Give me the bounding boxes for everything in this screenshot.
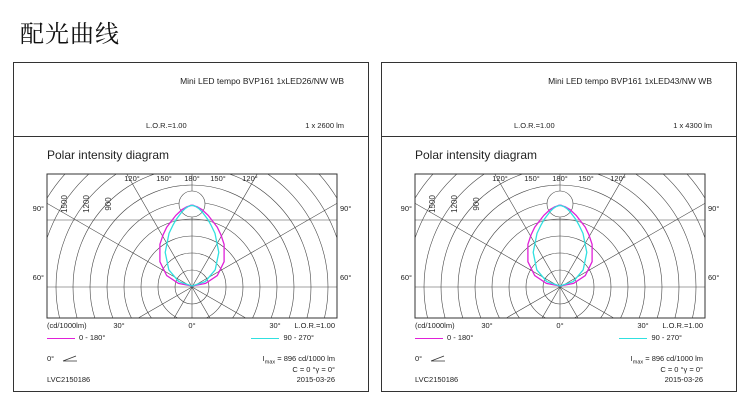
imax-value: $I_{max} = 896$ cd/1000 lm xyxy=(262,354,335,366)
orientation-symbol xyxy=(415,354,446,363)
orientation-symbol xyxy=(47,354,78,363)
hub-circle xyxy=(547,191,573,217)
angle-label-side: 60° xyxy=(32,273,44,282)
luminous-flux: 1 x 2600 lm xyxy=(305,121,344,130)
product-name: Mini LED tempo BVP161 1xLED43/NW WB xyxy=(548,76,712,86)
unit-label: (cd/1000lm) xyxy=(47,321,87,330)
legend-label: 90 - 270° xyxy=(283,333,314,342)
document-code: LVC2150186 xyxy=(415,375,459,384)
angle-label-top: 150° xyxy=(156,174,172,183)
lor-value: L.O.R.=1.00 xyxy=(514,121,555,130)
radial-tick-label: 1500 xyxy=(428,195,437,213)
polar-grid xyxy=(382,63,738,393)
angle-label-side: 60° xyxy=(400,273,412,282)
c-gamma-value: C = 0 °γ = 0° xyxy=(292,365,335,374)
legend-label: 90 - 270° xyxy=(651,333,682,342)
luminaire-icon xyxy=(430,355,446,363)
diagram-title: Polar intensity diagram xyxy=(47,148,170,162)
legend-label: 0 - 180° xyxy=(447,333,474,342)
radial-tick-label: 1200 xyxy=(450,195,459,213)
angle-label-bottom: 30° xyxy=(269,321,281,330)
unit-label: (cd/1000lm) xyxy=(415,321,455,330)
diagram-title: Polar intensity diagram xyxy=(415,148,538,162)
angle-label-side: 60° xyxy=(340,273,352,282)
angle-label-top: 120° xyxy=(492,174,508,183)
angle-label-top: 120° xyxy=(124,174,140,183)
grid-radial-line xyxy=(192,87,370,287)
grid-radial-line xyxy=(560,87,738,287)
angle-label-side: 90° xyxy=(708,204,720,213)
angle-label-top: 150° xyxy=(524,174,540,183)
imax-text: = 896 cd/1000 lm xyxy=(645,354,703,363)
angle-label-top: 180° xyxy=(552,174,568,183)
legend-swatch-0-180 xyxy=(415,338,443,339)
document-date: 2015-03-26 xyxy=(664,375,703,384)
photometric-panel-2 xyxy=(381,62,737,392)
angle-label-bottom: 0° xyxy=(556,321,564,330)
legend-swatch-90-270 xyxy=(619,338,647,339)
grid-radial-line xyxy=(14,87,192,287)
legend-item-90-270 xyxy=(619,333,682,342)
orientation-label: 0° xyxy=(415,354,423,363)
angle-label-top: 120° xyxy=(610,174,626,183)
photometric-panel-1 xyxy=(13,62,369,392)
page-title: 配光曲线 xyxy=(20,20,120,48)
lor-bottom: L.O.R.=1.00 xyxy=(662,321,703,330)
angle-label-side: 90° xyxy=(32,204,44,213)
lor-bottom: L.O.R.=1.00 xyxy=(294,321,335,330)
hub-circle xyxy=(179,191,205,217)
legend-item-0-180 xyxy=(47,333,105,342)
angle-label-side: 60° xyxy=(708,273,720,282)
product-name: Mini LED tempo BVP161 1xLED26/NW WB xyxy=(180,76,344,86)
radial-tick-label: 1200 xyxy=(82,195,91,213)
angle-label-top: 150° xyxy=(578,174,594,183)
imax-value: $I_{max} = 896$ cd/1000 lm xyxy=(630,354,703,366)
angle-label-bottom: 0° xyxy=(188,321,196,330)
grid-radial-line xyxy=(382,87,560,287)
angle-label-top: 120° xyxy=(242,174,258,183)
legend-swatch-90-270 xyxy=(251,338,279,339)
legend-label: 0 - 180° xyxy=(79,333,106,342)
imax-text: = 896 cd/1000 lm xyxy=(277,354,335,363)
radial-tick-label: 900 xyxy=(104,197,113,211)
angle-label-bottom: 30° xyxy=(113,321,125,330)
luminaire-icon xyxy=(62,355,78,363)
luminous-flux: 1 x 4300 lm xyxy=(673,121,712,130)
radial-tick-label: 900 xyxy=(472,197,481,211)
orientation-label: 0° xyxy=(47,354,55,363)
angle-label-bottom: 30° xyxy=(637,321,649,330)
lor-value: L.O.R.=1.00 xyxy=(146,121,187,130)
angle-label-bottom: 30° xyxy=(481,321,493,330)
legend-item-0-180 xyxy=(415,333,473,342)
polar-chart xyxy=(382,63,738,393)
polar-grid xyxy=(14,63,370,393)
legend-item-90-270 xyxy=(251,333,314,342)
document-date: 2015-03-26 xyxy=(296,375,335,384)
polar-chart xyxy=(14,63,370,393)
document-code: LVC2150186 xyxy=(47,375,91,384)
angle-label-side: 90° xyxy=(400,204,412,213)
legend-swatch-0-180 xyxy=(47,338,75,339)
c-gamma-value: C = 0 °γ = 0° xyxy=(660,365,703,374)
radial-tick-label: 1500 xyxy=(60,195,69,213)
angle-label-top: 180° xyxy=(184,174,200,183)
angle-label-side: 90° xyxy=(340,204,352,213)
angle-label-top: 150° xyxy=(210,174,226,183)
